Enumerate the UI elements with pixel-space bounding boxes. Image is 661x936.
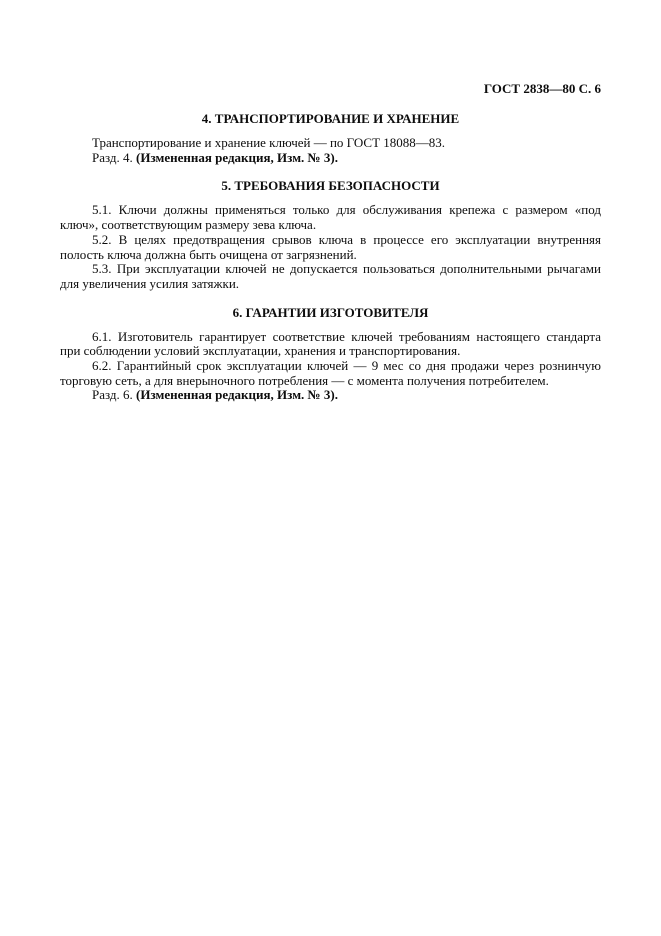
- revision-prefix: Разд. 6.: [92, 387, 137, 403]
- revision-bold-text: (Измененная редакция, Изм. № 3).: [136, 387, 338, 403]
- section-5-heading: 5. ТРЕБОВАНИЯ БЕЗОПАСНОСТИ: [221, 178, 440, 194]
- section-4-paragraph: Транспортирование и хранение ключей — по ГОСТ 18088—83.: [92, 135, 446, 150]
- revision-bold-text: (Измененная редакция, Изм. № 3).: [136, 149, 338, 165]
- section-manufacturer-warranty: [60, 305, 601, 404]
- revision-prefix: Разд. 4.: [92, 149, 137, 165]
- clause-5-1: 5.1. Ключи должны применяться только для обслуживания крепежа с размером «под ключ», соответствующим размеру зева ключа.: [60, 202, 601, 233]
- section-safety-requirements: [60, 178, 601, 291]
- clause-5-3: 5.3. При эксплуатации ключей не допускается пользоваться дополнительными рычагами для увеличения усилия затяжки.: [60, 261, 601, 291]
- section-6-heading: 6. ГАРАНТИИ ИЗГОТОВИТЕЛЯ: [232, 304, 429, 320]
- section-6-revision-note: [60, 388, 601, 403]
- page-header-standard-number: ГОСТ 2838—80 С. 6: [483, 81, 601, 96]
- section-transport-storage: [60, 111, 601, 165]
- clause-5-2: 5.2. В целях предотвращения срывов ключа в процессе его эксплуатации внутренняя полость ключа должна быть очищена от загрязнений.: [60, 231, 601, 262]
- clause-6-1: 6.1. Изготовитель гарантирует соответствие ключей требованиям настоящего стандарта при соблюдении условий эксплуатации, хранения и транспортирования.: [60, 328, 601, 359]
- section-4-revision-note: [60, 151, 601, 166]
- section-4-heading: 4. ТРАНСПОРТИРОВАНИЕ И ХРАНЕНИЕ: [201, 111, 460, 126]
- clause-6-2: 6.2. Гарантийный срок эксплуатации ключей — 9 мес со дня продажи через рознинчую торговую сеть, а для внерыночного потребления — с момента получения потребителем.: [60, 358, 601, 388]
